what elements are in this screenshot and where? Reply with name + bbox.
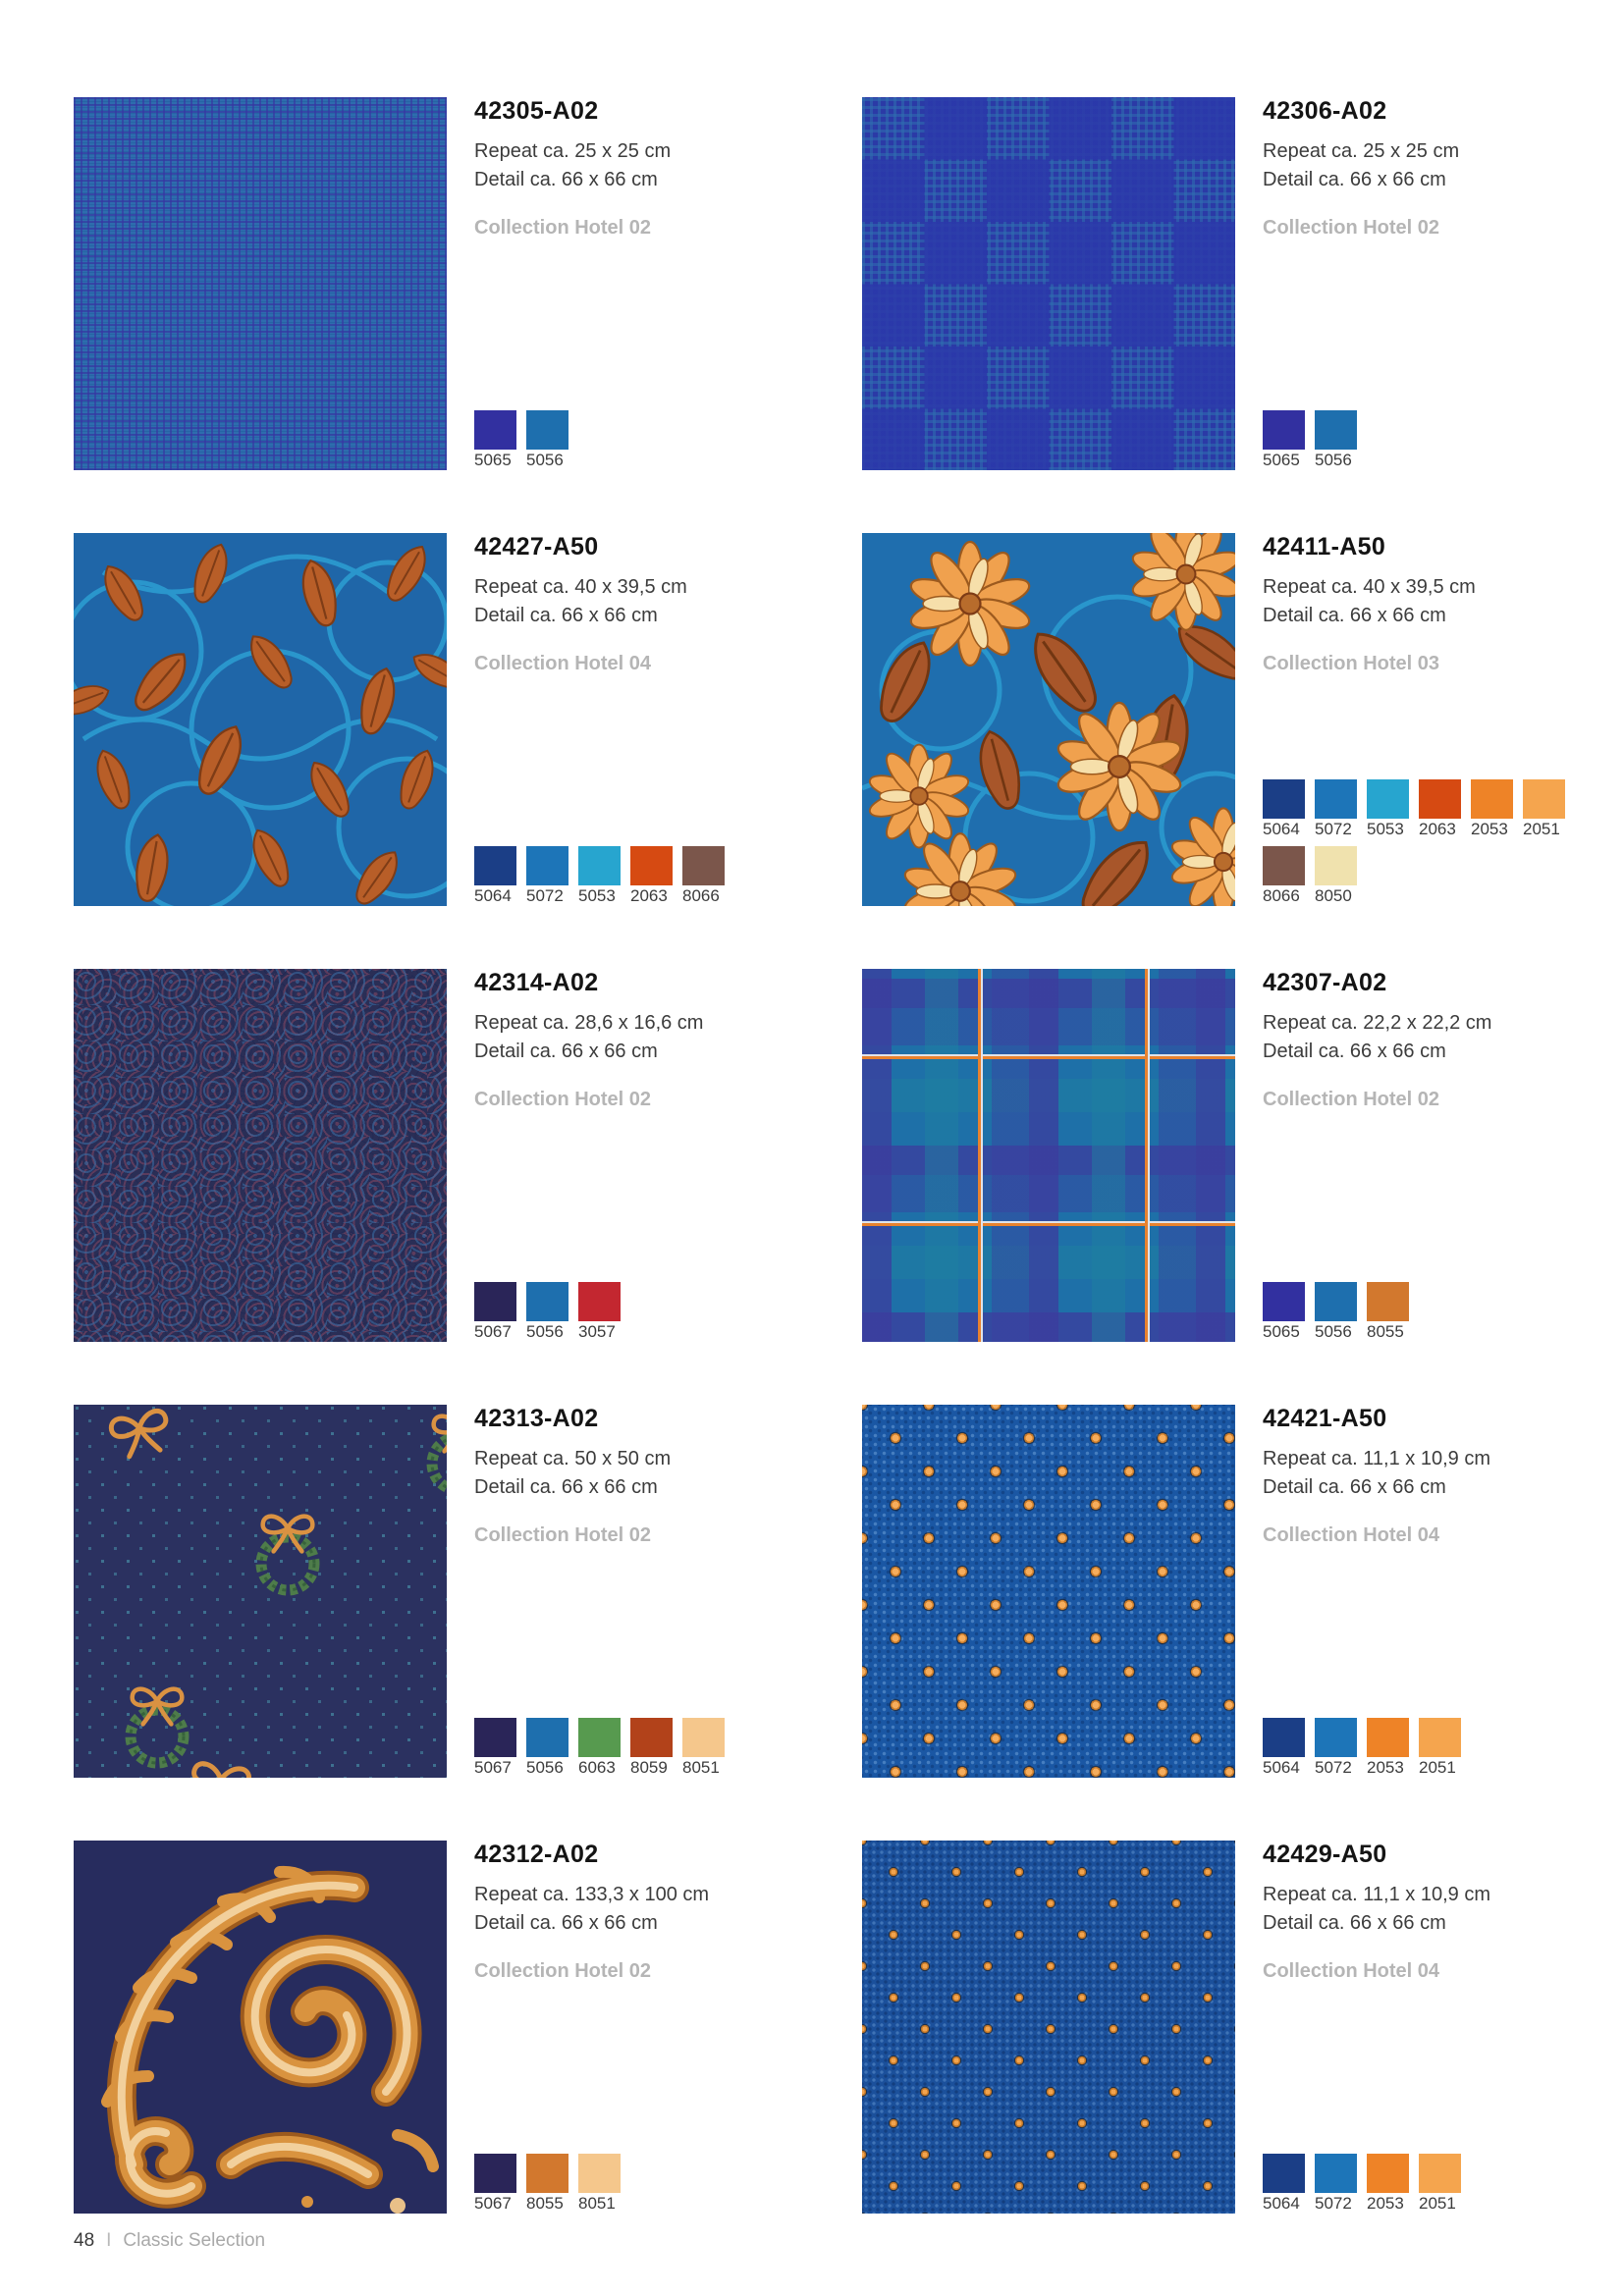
color-code-label: 5067: [474, 1322, 512, 1342]
color-chip: [682, 846, 725, 906]
color-chip-swatch: [526, 2154, 568, 2193]
collection-name: Collection Hotel 02: [474, 1523, 652, 1546]
color-chip: [526, 1282, 568, 1342]
color-chip: [474, 410, 516, 470]
collection-name: Collection Hotel 02: [474, 1088, 652, 1110]
color-chip: [1263, 779, 1305, 839]
color-code-label: 2053: [1367, 2194, 1404, 2214]
collection-name: Collection Hotel 02: [1263, 1088, 1440, 1110]
color-chip-swatch: [1263, 2154, 1305, 2193]
color-chip-swatch: [1315, 1718, 1357, 1757]
product-code: 42427-A50: [474, 533, 599, 561]
carpet-swatch-image: [74, 97, 447, 470]
color-chip: [1315, 846, 1357, 906]
color-chip-swatch: [474, 410, 516, 450]
color-chip: [1315, 2154, 1357, 2214]
color-code-label: 5056: [1315, 1322, 1352, 1342]
color-chip-swatch: [1315, 1282, 1357, 1321]
color-chips: [474, 1282, 800, 1342]
repeat-size: Repeat ca. 50 x 50 cm: [474, 1448, 672, 1469]
color-chip: [1367, 2154, 1409, 2214]
color-chip-swatch: [1263, 779, 1305, 819]
product-entry: [862, 1841, 1624, 2214]
color-code-label: 5065: [474, 451, 512, 470]
detail-size: Detail ca. 66 x 66 cm: [1263, 169, 1446, 191]
color-chips: [1263, 1282, 1589, 1342]
color-code-label: 2063: [630, 886, 668, 906]
collection-name: Collection Hotel 04: [1263, 1523, 1440, 1546]
color-chip-swatch: [474, 846, 516, 885]
color-chip-swatch: [1263, 1718, 1305, 1757]
product-code: 42306-A02: [1263, 97, 1387, 125]
carpet-swatch-image: [74, 1405, 447, 1778]
product-entry: [74, 969, 862, 1342]
color-code-label: 8055: [526, 2194, 564, 2214]
color-code-label: 8050: [1315, 886, 1352, 906]
product-info: [474, 533, 798, 906]
color-chip: [1523, 779, 1565, 839]
collection-name: Collection Hotel 04: [1263, 1959, 1440, 1982]
product-entry: [74, 97, 862, 470]
product-info: [1263, 1841, 1587, 2214]
carpet-swatch-image: [74, 1841, 447, 2214]
color-code-label: 5056: [1315, 451, 1352, 470]
product-info: [474, 97, 798, 470]
color-chip: [1471, 779, 1513, 839]
color-code-label: 5056: [526, 1322, 564, 1342]
color-chip-swatch: [1263, 1282, 1305, 1321]
product-entry: [74, 1841, 862, 2214]
product-entry: [862, 97, 1624, 470]
color-chip: [1367, 1282, 1409, 1342]
color-chip: [526, 1718, 568, 1778]
detail-size: Detail ca. 66 x 66 cm: [1263, 1041, 1446, 1063]
color-chip: [1263, 2154, 1305, 2214]
repeat-size: Repeat ca. 40 x 39,5 cm: [1263, 576, 1476, 598]
color-code-label: 5064: [1263, 1758, 1300, 1778]
detail-size: Detail ca. 66 x 66 cm: [474, 1041, 658, 1063]
color-chips: [474, 846, 800, 906]
color-chip-swatch: [578, 1718, 621, 1757]
repeat-size: Repeat ca. 133,3 x 100 cm: [474, 1884, 710, 1905]
detail-size: Detail ca. 66 x 66 cm: [1263, 605, 1446, 627]
repeat-size: Repeat ca. 40 x 39,5 cm: [474, 576, 687, 598]
product-entry: [862, 533, 1624, 906]
color-code-label: 8051: [578, 2194, 616, 2214]
color-chip-swatch: [630, 846, 673, 885]
color-code-label: 5064: [1263, 819, 1300, 838]
color-chip-swatch: [578, 2154, 621, 2193]
color-chip: [578, 846, 621, 906]
color-code-label: 5056: [526, 451, 564, 470]
color-chip-swatch: [1419, 2154, 1461, 2193]
color-code-label: 5056: [526, 1758, 564, 1778]
detail-size: Detail ca. 66 x 66 cm: [1263, 1912, 1446, 1935]
carpet-swatch-image: [862, 1841, 1235, 2214]
color-code-label: 5072: [1315, 2194, 1352, 2214]
baroque-scroll-pattern: [74, 1841, 447, 2214]
collection-name: Collection Hotel 03: [1263, 652, 1440, 674]
color-code-label: 5067: [474, 2194, 512, 2214]
color-code-label: 5064: [474, 886, 512, 906]
color-chips: [1263, 410, 1589, 470]
color-chip-swatch: [474, 2154, 516, 2193]
color-chips: [1263, 779, 1589, 906]
color-chip-swatch: [1315, 846, 1357, 885]
color-code-label: 8059: [630, 1758, 668, 1778]
color-code-label: 5053: [578, 886, 616, 906]
color-code-label: 2053: [1471, 819, 1508, 838]
product-info: [474, 1841, 798, 2214]
color-code-label: 2051: [1523, 819, 1560, 838]
color-chip: [578, 2154, 621, 2214]
repeat-size: Repeat ca. 25 x 25 cm: [1263, 140, 1460, 162]
detail-size: Detail ca. 66 x 66 cm: [474, 1476, 658, 1499]
detail-size: Detail ca. 66 x 66 cm: [474, 1912, 658, 1935]
detail-size: Detail ca. 66 x 66 cm: [474, 605, 658, 627]
color-chip-swatch: [1419, 1718, 1461, 1757]
color-chip: [526, 846, 568, 906]
product-entry: [862, 969, 1624, 1342]
color-code-label: 8066: [682, 886, 720, 906]
color-chip: [1367, 779, 1409, 839]
color-chip-swatch: [1367, 2154, 1409, 2193]
color-chip: [474, 1282, 516, 1342]
color-chip-swatch: [1315, 410, 1357, 450]
repeat-size: Repeat ca. 25 x 25 cm: [474, 140, 672, 162]
color-chip-swatch: [630, 1718, 673, 1757]
color-chip: [1263, 1718, 1305, 1778]
color-chip-swatch: [578, 846, 621, 885]
carpet-swatch-image: [74, 533, 447, 906]
color-chip-swatch: [682, 1718, 725, 1757]
product-code: 42307-A02: [1263, 969, 1387, 996]
color-chips: [474, 1718, 800, 1778]
color-chip-swatch: [1315, 2154, 1357, 2193]
color-chip: [1419, 779, 1461, 839]
color-code-label: 2063: [1419, 819, 1456, 838]
product-grid: [74, 97, 1624, 2214]
product-code: 42312-A02: [474, 1841, 599, 1868]
product-info: [1263, 1405, 1587, 1778]
footer-separator: I: [106, 2230, 112, 2251]
color-code-label: 2051: [1419, 2194, 1456, 2214]
color-code-label: 8055: [1367, 1322, 1404, 1342]
color-chip-swatch: [1523, 779, 1565, 819]
product-code: 42429-A50: [1263, 1841, 1387, 1868]
leaf-vine-pattern: [74, 533, 447, 906]
detail-size: Detail ca. 66 x 66 cm: [1263, 1476, 1446, 1499]
color-chip-swatch: [1263, 410, 1305, 450]
flower-pattern: [862, 533, 1235, 906]
color-code-label: 5067: [474, 1758, 512, 1778]
color-chip: [474, 1718, 516, 1778]
product-info: [1263, 969, 1587, 1342]
product-entry: [74, 533, 862, 906]
color-chip: [1263, 1282, 1305, 1342]
footer-label: Classic Selection: [123, 2230, 266, 2251]
color-code-label: 5064: [1263, 2194, 1300, 2214]
color-chip: [474, 846, 516, 906]
carpet-swatch-image: [862, 533, 1235, 906]
repeat-size: Repeat ca. 22,2 x 22,2 cm: [1263, 1012, 1492, 1034]
repeat-size: Repeat ca. 11,1 x 10,9 cm: [1263, 1448, 1490, 1469]
product-code: 42411-A50: [1263, 533, 1386, 561]
color-chip: [630, 846, 673, 906]
color-chip-swatch: [526, 1282, 568, 1321]
color-chip-swatch: [474, 1282, 516, 1321]
color-chip-swatch: [1263, 846, 1305, 885]
product-info: [1263, 533, 1587, 906]
color-chip-swatch: [1367, 779, 1409, 819]
color-code-label: 5072: [526, 886, 564, 906]
color-code-label: 3057: [578, 1322, 616, 1342]
color-chip: [578, 1718, 621, 1778]
color-chip: [578, 1282, 621, 1342]
product-info: [474, 969, 798, 1342]
color-chip: [1263, 410, 1305, 470]
color-chips: [1263, 2154, 1589, 2214]
color-chips: [474, 410, 800, 470]
color-chip-swatch: [1315, 779, 1357, 819]
collection-name: Collection Hotel 04: [474, 652, 652, 674]
color-chip: [1419, 2154, 1461, 2214]
wreath-pattern: [74, 1405, 447, 1778]
color-chips: [474, 2154, 800, 2214]
color-chip-swatch: [1367, 1718, 1409, 1757]
color-chip-swatch: [682, 846, 725, 885]
product-info: [474, 1405, 798, 1778]
carpet-swatch-image: [862, 969, 1235, 1342]
color-chip: [1315, 1282, 1357, 1342]
color-code-label: 2051: [1419, 1758, 1456, 1778]
color-chip: [1263, 846, 1305, 906]
color-chip: [1367, 1718, 1409, 1778]
collection-name: Collection Hotel 02: [474, 216, 652, 239]
color-code-label: 8066: [1263, 886, 1300, 906]
color-chip-swatch: [474, 1718, 516, 1757]
color-code-label: 5065: [1263, 1322, 1300, 1342]
color-chip: [1315, 410, 1357, 470]
color-chip-swatch: [1419, 779, 1461, 819]
color-chip-swatch: [526, 1718, 568, 1757]
color-code-label: 8051: [682, 1758, 720, 1778]
page-footer: [74, 2230, 265, 2252]
detail-size: Detail ca. 66 x 66 cm: [474, 169, 658, 191]
repeat-size: Repeat ca. 11,1 x 10,9 cm: [1263, 1884, 1490, 1905]
color-chip-swatch: [578, 1282, 621, 1321]
carpet-swatch-image: [862, 1405, 1235, 1778]
product-code: 42421-A50: [1263, 1405, 1387, 1432]
color-chip-swatch: [526, 846, 568, 885]
color-chip: [526, 410, 568, 470]
collection-name: Collection Hotel 02: [474, 1959, 652, 1982]
color-chip: [1315, 779, 1357, 839]
repeat-size: Repeat ca. 28,6 x 16,6 cm: [474, 1012, 704, 1034]
color-chip: [474, 2154, 516, 2214]
color-code-label: 5072: [1315, 1758, 1352, 1778]
carpet-swatch-image: [74, 969, 447, 1342]
product-entry: [74, 1405, 862, 1778]
color-chips: [1263, 1718, 1589, 1778]
page-number: 48: [74, 2230, 95, 2251]
color-code-label: 2053: [1367, 1758, 1404, 1778]
carpet-swatch-image: [862, 97, 1235, 470]
product-info: [1263, 97, 1587, 470]
color-code-label: 5053: [1367, 819, 1404, 838]
color-chip: [1315, 1718, 1357, 1778]
color-chip-swatch: [1471, 779, 1513, 819]
color-code-label: 6063: [578, 1758, 616, 1778]
product-code: 42313-A02: [474, 1405, 599, 1432]
color-chip-swatch: [1367, 1282, 1409, 1321]
color-chip: [1419, 1718, 1461, 1778]
color-code-label: 5072: [1315, 819, 1352, 838]
color-chip-swatch: [526, 410, 568, 450]
collection-name: Collection Hotel 02: [1263, 216, 1440, 239]
color-chip: [682, 1718, 725, 1778]
product-code: 42314-A02: [474, 969, 599, 996]
color-chip: [630, 1718, 673, 1778]
product-entry: [862, 1405, 1624, 1778]
color-chip: [526, 2154, 568, 2214]
color-code-label: 5065: [1263, 451, 1300, 470]
product-code: 42305-A02: [474, 97, 599, 125]
